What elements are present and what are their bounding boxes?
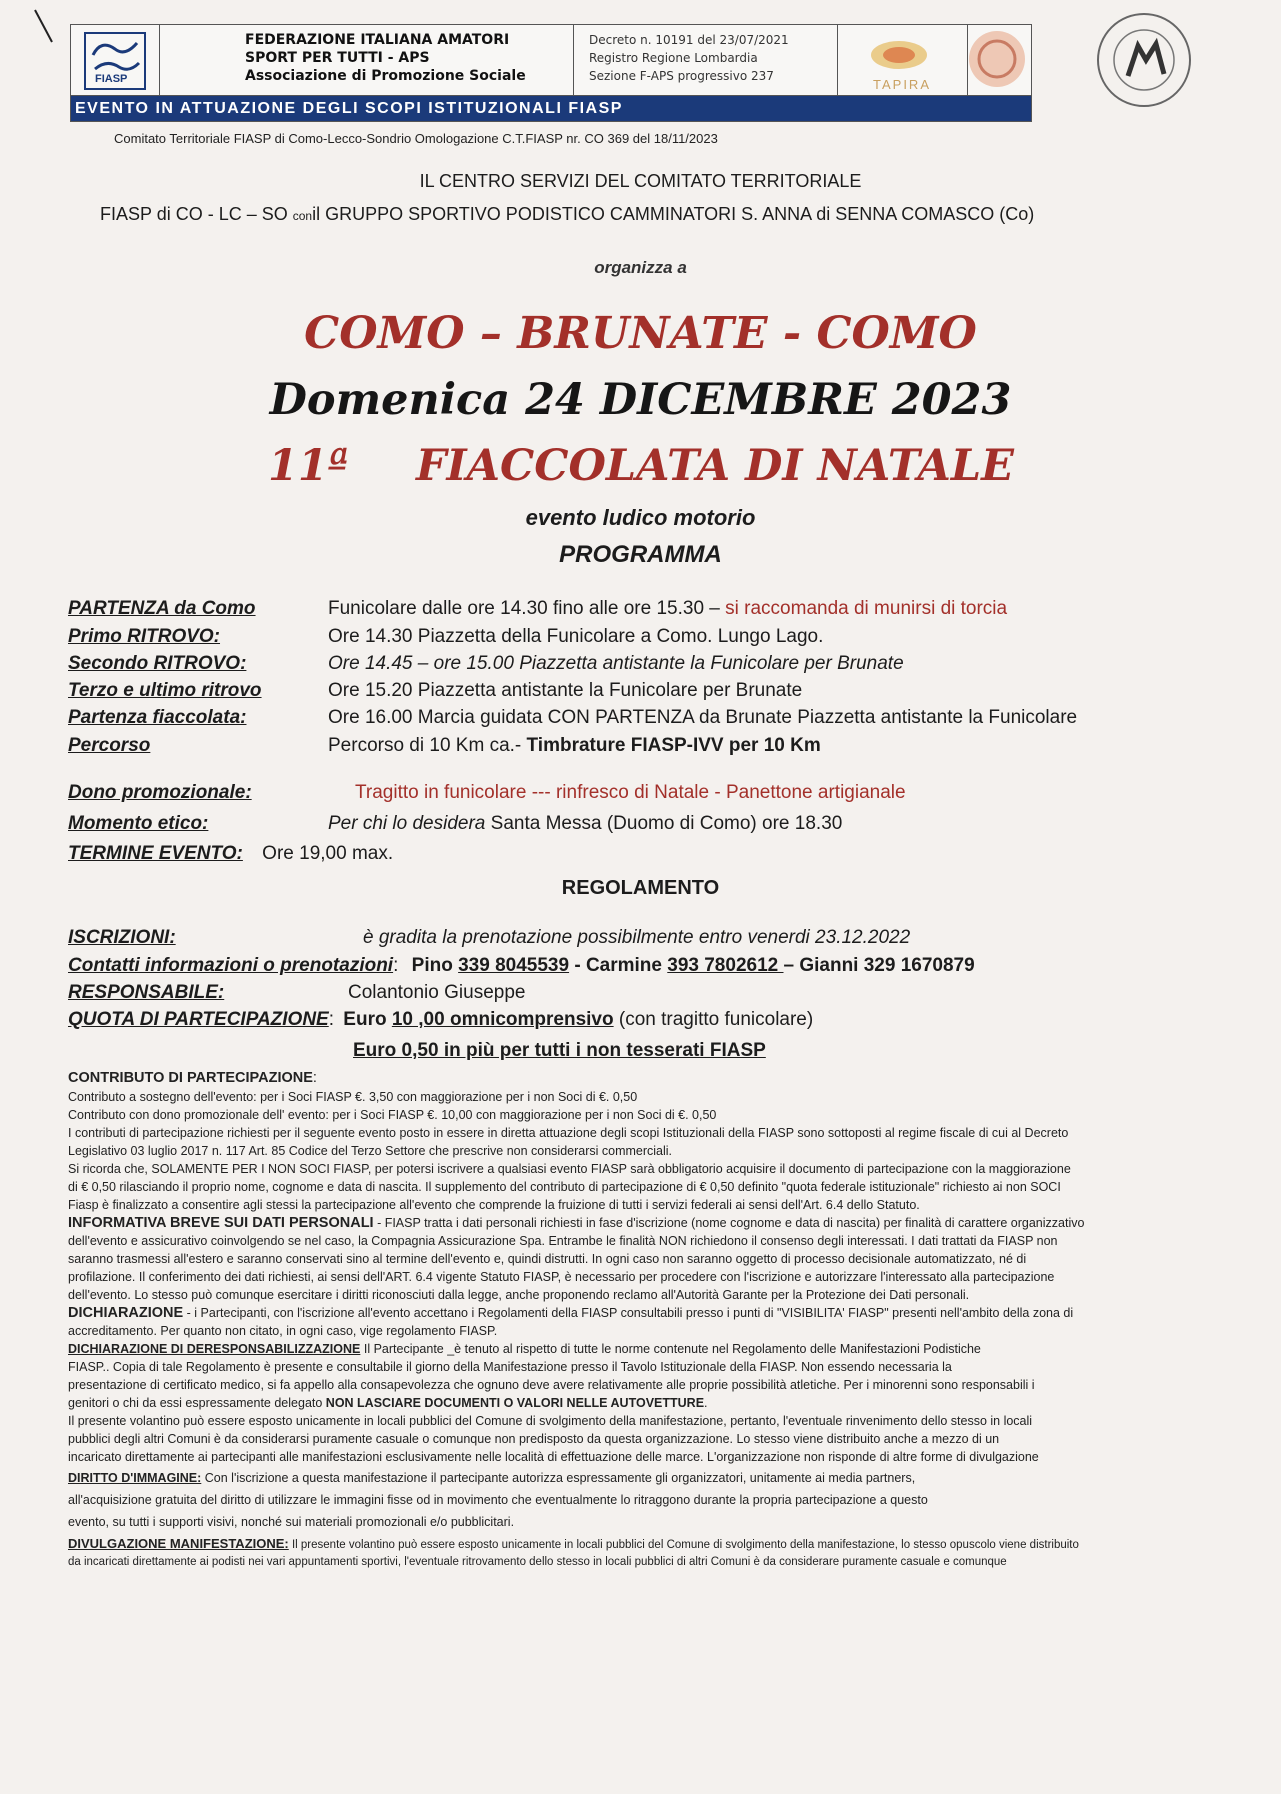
divulgazione-line — [68, 1535, 1238, 1554]
deresp-heading: DICHIARAZIONE DI DERESPONSABILIZZAZIONE — [68, 1342, 361, 1356]
contributo-line: di € 0,50 rilasciando il proprio nome, cognome e data di nascita. Il supplemento del contributo di partecipazione di € 0,50 definito "quota federale istituzionale" richiesto ai non SOCI — [68, 1180, 1061, 1194]
dichiarazione-line — [68, 1304, 1238, 1322]
date-title: Domenica 24 DICEMBRE 2023 — [269, 375, 1012, 425]
programma-text-main: Ore 14.45 – ore 15.00 Piazzetta antistante la Funicolare per Brunate — [328, 653, 904, 674]
pen-mark — [30, 6, 60, 46]
programma-label — [68, 735, 150, 757]
deresp-text-4a: genitori o chi da essi espressamente delegato — [68, 1396, 326, 1410]
informativa-line: dell'evento. Lo stesso può comunque esercitare i diritti riconosciuti dalla legge, anche proponendo reclamo all'Autorità Garante per la Protezione dei Dati personali. — [68, 1288, 970, 1302]
intro-gruppo: il GRUPPO SPORTIVO PODISTICO CAMMINATORI S. ANNA di SENNA COMASCO (Co) — [312, 204, 1035, 224]
informativa-line — [68, 1214, 1238, 1232]
programma-text — [328, 653, 904, 675]
event-title: FIACCOLATA DI NATALE — [416, 441, 1014, 491]
quota-row: QUOTA DI PARTECIPAZIONE: Euro 10 ,00 omnicomprensivo (con tragitto funicolare) — [68, 1009, 814, 1030]
programma-text — [328, 626, 823, 648]
immagine-heading: DIRITTO D'IMMAGINE: — [68, 1471, 202, 1485]
dono-text: Tragitto in funicolare --- rinfresco di Natale - Panettone artigianale — [355, 782, 906, 803]
immagine-line: all'acquisizione gratuita del diritto di utilizzare le immagini fisse od in movimento che eventualmente lo ritraggono durante la propria partecipazione a questo — [68, 1493, 928, 1507]
organizza-label: organizza a — [594, 258, 687, 277]
decree-info — [573, 25, 838, 95]
responsabile-label-text: RESPONSABILE: — [68, 982, 225, 1003]
dichiarazione-text: - i Partecipanti, con l'iscrizione all'evento accettano i Regolamenti della FIASP consultabili presso i punti di "VISIBILITA' FIASP" presenti nell'ambito della zona di — [183, 1306, 1074, 1320]
programma-label — [68, 626, 220, 648]
registry-line: Registro Regione Lombardia — [589, 51, 758, 65]
momento-text-2: Santa Messa (Duomo di Como) ore 18.30 — [490, 813, 843, 834]
programma-text-main: Ore 14.30 Piazzetta della Funicolare a Como. Lungo Lago. — [328, 626, 824, 647]
informativa-line: profilazione. Il conferimento dei dati richiesti, ai sensi dell'ART. 6.4 vigente Statuto FIASP, è necessario per procedere con l'iscrizione e autorizzare l'interessato alla partecipazione — [68, 1270, 1055, 1284]
intro-con: con — [292, 209, 313, 223]
iscrizioni-label — [68, 927, 176, 949]
section-line: Sezione F-APS progressivo 237 — [589, 69, 774, 83]
programma-text-main: Funicolare dalle ore 14.30 fino alle ore 15.30 – — [328, 598, 726, 619]
fed-line-3: Associazione di Promozione Sociale — [245, 68, 526, 84]
immagine-line — [68, 1469, 1238, 1487]
deresp-text: Il Partecipante _è tenuto al rispetto di tutte le norme contenute nel Regolamento delle Manifestazioni Podistiche — [360, 1342, 981, 1356]
programma-text-main: Ore 15.20 Piazzetta antistante la Funicolare per Brunate — [328, 680, 803, 701]
dichiarazione-heading: DICHIARAZIONE — [68, 1305, 184, 1321]
header-box — [70, 24, 1032, 122]
decree-line: Decreto n. 10191 del 23/07/2021 — [589, 33, 789, 47]
contatti-label: Contatti informazioni o prenotazioni — [68, 955, 394, 976]
iscrizioni-label-text: ISCRIZIONI: — [68, 927, 176, 948]
quota-text-3: (con tragitto funicolare) — [613, 1009, 814, 1030]
contributo-line: Si ricorda che, SOLAMENTE PER I NON SOCI FIASP, per potersi iscrivere a qualsiasi evento FIASP sarà obbligatorio acquisire il documento di partecipazione con la maggiorazione — [68, 1162, 1071, 1176]
fiasp-logo — [71, 25, 160, 95]
quota-text-2: 10 ,00 omnicomprensivo — [391, 1009, 614, 1030]
programma-label-text: PARTENZA da Como — [68, 598, 256, 619]
contributo-line: Legislativo 03 luglio 2017 n. 117 Art. 85 Codice del Terzo Settore che prescrive non considerarsi commerciali. — [68, 1144, 673, 1158]
edition-number: 11ª — [268, 441, 349, 491]
responsabile-label — [68, 982, 224, 1004]
contatti-carmine: - Carmine — [569, 955, 668, 976]
dono-label: Dono promozionale: — [68, 782, 252, 803]
programma-label-text: Primo RITROVO: — [68, 626, 221, 647]
informativa-text: - FIASP tratta i dati personali richiesti in fase d'iscrizione (nome cognome e data di nascita) per finalità di carattere organizzativo — [373, 1216, 1085, 1230]
seal-logo — [967, 25, 1031, 95]
informativa-line: saranno trasmessi all'estero e saranno conservati sino al termine dell'evento e, quindi distrutti. In ogni caso non saranno oggetto di processo decisionale automatizzato, né di — [68, 1252, 1027, 1266]
contributo-line: Contributo a sostegno dell'evento: per i Soci FIASP €. 3,50 con maggiorazione per i non Soci di €. 0,50 — [68, 1090, 638, 1104]
contributo-heading: CONTRIBUTO DI PARTECIPAZIONE: — [68, 1070, 317, 1086]
programma-text — [328, 598, 1007, 620]
contributo-line: Fiasp è finalizzato a consentire agli stessi la partecipazione all'evento che comprende la fruizione di tutti i servizi federali ai sensi dell'Art. 6.4 dello Statuto. — [68, 1198, 920, 1212]
deresp-warning: NON LASCIARE DOCUMENTI O VALORI NELLE AUTOVETTURE — [325, 1396, 705, 1410]
deresp-line: genitori o chi da essi espressamente delegato NON LASCIARE DOCUMENTI O VALORI NELLE AUTOVETTURE. — [68, 1396, 708, 1410]
programma-label-text: Secondo RITROVO: — [68, 653, 247, 674]
deresp-line: presentazione di certificato medico, si fa appello alla consapevolezza che ognuno deve avere relativamente alle proprie possibilità atletiche. Per i minorenni sono responsabili i — [68, 1378, 1035, 1392]
contatti-row: Contatti informazioni o prenotazioni: Pino 339 8045539 - Carmine 393 7802612 – Gianni 329 1670879 — [68, 955, 975, 976]
fed-line-2: SPORT PER TUTTI - APS — [245, 50, 430, 66]
momento-row — [68, 813, 208, 835]
quota-text-1: Euro — [343, 1009, 392, 1030]
logo-text: FIASP — [95, 73, 128, 85]
deresp-line: FIASP.. Copia di tale Regolamento è presente e consultabile il giorno della Manifestazione presso il Tavolo Istituzionale della FIASP. Non essendo necessaria la — [68, 1360, 952, 1374]
momento-label: Momento etico: — [68, 813, 209, 834]
programma-heading: PROGRAMMA — [559, 541, 722, 568]
programma-label-text: Terzo e ultimo ritrovo — [68, 680, 262, 701]
dono-row — [68, 782, 252, 804]
dichiarazione-line: accreditamento. Per quanto non citato, in ogni caso, vige regolamento FIASP. — [68, 1324, 498, 1338]
contatti-gianni: – Gianni 329 1670879 — [783, 955, 975, 976]
programma-text — [328, 680, 802, 702]
termine-text: Ore 19,00 max. — [262, 843, 394, 864]
divulgazione-line: da incaricati direttamente ai podisti nei vari appuntamenti sportivi, l'eventuale ritrovamento dello stesso in locali pubblici di altri Comuni è da considerare puramente casuale e comunque — [68, 1556, 1007, 1568]
programma-label-text: Partenza fiaccolata: — [68, 707, 247, 728]
seal-icon — [927, 25, 1047, 95]
programma-text — [328, 735, 821, 757]
contatti-pino: Pino — [411, 955, 459, 976]
deresp-line: incaricato direttamente ai partecipanti alle manifestazioni esclusivamente nelle località di effettuazione delle marce. L'organizzazione non risponde di altre forme di divulgazione — [68, 1450, 1039, 1464]
divulgazione-text: Il presente volantino può essere esposto unicamente in locali pubblici del Comune di svolgimento della manifestazione, lo stesso opuscolo viene distribuito — [288, 1539, 1079, 1551]
fed-line-1: FEDERAZIONE ITALIANA AMATORI — [245, 32, 510, 48]
club-seal-icon — [1084, 10, 1206, 110]
momento-text-1: Per chi lo desidera — [328, 813, 491, 834]
informativa-heading: INFORMATIVA BREVE SUI DATI PERSONALI — [68, 1215, 374, 1231]
programma-label — [68, 598, 256, 620]
deresp-line: pubblici degli altri Comuni è da considerarsi puramente casuale o comunque non predisposto da questa organizzazione. Lo stesso viene distribuito anche a mezzo di un — [68, 1432, 1000, 1446]
contributo-heading-text: CONTRIBUTO DI PARTECIPAZIONE — [68, 1070, 313, 1086]
programma-text-highlight: si raccomanda di munirsi di torcia — [725, 598, 1008, 619]
momento-text — [328, 813, 842, 835]
contributo-block — [68, 1069, 1238, 1571]
informativa-line: dell'evento e assicurativo coinvolgendo se nel caso, la Compagnia Assicurazione Spa. Entrambe le finalità NON richiedono il consenso degli interessati. I dati trattati da FIASP non — [68, 1234, 1058, 1248]
event-banner: EVENTO IN ATTUAZIONE DEGLI SCOPI ISTITUZIONALI FIASP — [71, 95, 1031, 121]
programma-label — [68, 707, 246, 729]
contributo-line: Contributo con dono promozionale dell' evento: per i Soci FIASP €. 10,00 con maggiorazione per i non Soci di €. 0,50 — [68, 1108, 717, 1122]
programma-label — [68, 680, 262, 702]
quota-extra: Euro 0,50 in più per tutti i non tesserati FIASP — [353, 1040, 766, 1061]
immagine-text: Con l'iscrizione a questa manifestazione il partecipante autorizza espressamente gli organizzatori, unitamente ai media partners, — [201, 1471, 916, 1485]
tapira-text: TAPIRA — [873, 77, 931, 92]
iscrizioni-text: è gradita la prenotazione possibilmente entro venerdi 23.12.2022 — [363, 927, 911, 948]
termine-label: TERMINE EVENTO: — [68, 843, 243, 864]
programma-text-highlight: Timbrature FIASP-IVV per 10 Km — [526, 735, 821, 756]
route-title: COMO – BRUNATE - COMO — [304, 308, 977, 359]
responsabile-text: Colantonio Giuseppe — [348, 982, 526, 1003]
programma-text-main: Percorso di 10 Km ca.- — [328, 735, 527, 756]
omologazione-line: Comitato Territoriale FIASP di Como-Lecco-Sondrio Omologazione C.T.FIASP nr. CO 369 del 18/11/2023 — [114, 131, 718, 146]
deresp-line: Il presente volantino può essere esposto unicamente in locali pubblici del Comune di svolgimento della manifestazione, pertanto, l'eventuale rinvenimento dello stesso in locali — [68, 1414, 1033, 1428]
intro-fiasp: FIASP di CO - LC – SO — [100, 204, 288, 224]
quota-label: QUOTA DI PARTECIPAZIONE — [68, 1009, 329, 1030]
immagine-line: evento, su tutti i supporti visivi, nonché sui materiali promozionali e/o pubblicitari. — [68, 1515, 515, 1529]
deresp-line — [68, 1340, 1238, 1358]
intro-line-2 — [100, 202, 1034, 228]
regolamento-heading: REGOLAMENTO — [561, 877, 720, 899]
termine-row — [68, 843, 393, 865]
programma-text-main: Ore 16.00 Marcia guidata CON PARTENZA da Brunate Piazzetta antistante la Funicolare — [328, 707, 1078, 728]
intro-line-1: IL CENTRO SERVIZI DEL COMITATO TERRITORIALE — [419, 171, 862, 191]
event-subtitle: evento ludico motorio — [525, 505, 756, 530]
federation-info — [159, 25, 574, 95]
contatti-pino-number: 339 8045539 — [458, 955, 570, 976]
programma-label-text: Percorso — [68, 735, 151, 756]
divulgazione-heading: DIVULGAZIONE MANIFESTAZIONE: — [68, 1536, 289, 1551]
programma-text — [328, 707, 1077, 729]
contatti-carmine-number: 393 7802612 — [667, 955, 784, 976]
programma-label — [68, 653, 246, 675]
contributo-line: I contributi di partecipazione richiesti per il seguente evento posto in essere in diretta attuazione degli scopi Istituzionali della FIASP sono sottoposti al regime fiscale di cui al Decreto — [68, 1126, 1069, 1140]
